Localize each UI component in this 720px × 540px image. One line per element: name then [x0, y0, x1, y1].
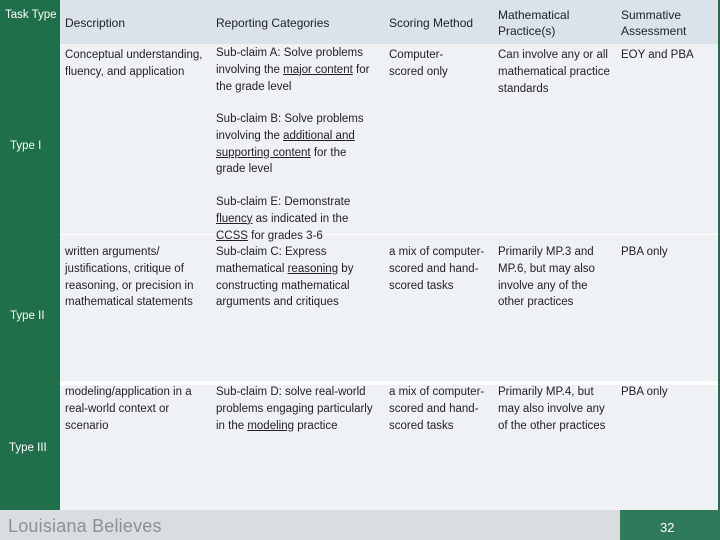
header-reporting-categories: Reporting Categories	[216, 16, 330, 30]
reporting-text: for grades 3-6	[247, 229, 323, 242]
reporting-term: fluency	[216, 212, 253, 225]
scoring-cell: a mix of computer-scored and hand-scored tasks	[389, 246, 485, 292]
reporting-category-e	[216, 194, 378, 244]
scoring-cell: Computer-scored only	[389, 49, 448, 78]
reporting-category-a	[216, 45, 378, 95]
reporting-term: major content	[283, 63, 353, 76]
reporting-text: Sub-claim C: Express mathematical	[216, 246, 327, 275]
summative-cell: PBA only	[621, 386, 668, 398]
summative-cell: EOY and PBA	[621, 49, 694, 61]
practice-cell: Primarily MP.3 and MP.6, but may also involve any of the other practices	[498, 246, 595, 309]
reporting-term: modeling	[247, 419, 294, 432]
reporting-term: CCSS	[216, 229, 248, 242]
reporting-text: as indicated in the	[252, 212, 349, 225]
louisiana-believes-logo: Louisiana Believes	[8, 516, 162, 536]
header-task-type: Task Type	[5, 9, 57, 21]
description-cell: Conceptual understanding, fluency, and application	[65, 49, 203, 78]
type-label: Type II	[10, 310, 45, 322]
reporting-term: additional and supporting content	[216, 129, 355, 159]
page-number: 32	[660, 520, 675, 535]
reporting-text: Sub-claim D: solve real-world problems engaging particularly in the	[216, 386, 373, 432]
reporting-term: reasoning	[287, 262, 339, 275]
header-description: Description	[65, 16, 126, 30]
practice-cell: Primarily MP.4, but may also involve any of the other practices	[498, 386, 606, 432]
header-scoring-method: Scoring Method	[389, 16, 474, 30]
description-cell: written arguments/ justifications, critique of reasoning, or precision in mathematical statements	[65, 246, 194, 309]
reporting-text: Sub-claim A: Solve problems involving the	[216, 47, 364, 76]
type-label: Type I	[10, 140, 42, 152]
reporting-category-c	[216, 244, 381, 311]
summative-cell: PBA only	[621, 246, 668, 258]
header-mathematical-practices: Mathematical Practice(s)	[498, 8, 570, 38]
reporting-text: practice	[294, 419, 338, 432]
reporting-text: by constructing mathematical arguments and critiques	[216, 262, 354, 309]
header-summative-assessment: Summative Assessment	[621, 8, 687, 38]
reporting-category-b	[216, 111, 378, 178]
reporting-text: Sub-claim B: Solve problems involving the	[216, 113, 364, 142]
scoring-cell: a mix of computer-scored and hand-scored tasks	[389, 386, 485, 432]
reporting-text: for the grade level	[216, 63, 370, 93]
type-label: Type III	[9, 442, 47, 454]
reporting-text: for the grade level	[216, 146, 347, 176]
reporting-category-d	[216, 384, 381, 434]
practice-cell: Can involve any or all mathematical practice standards	[498, 49, 610, 95]
description-cell: modeling/application in a real-world context or scenario	[65, 386, 192, 432]
reporting-text: Sub-claim E: Demonstrate	[216, 196, 351, 208]
